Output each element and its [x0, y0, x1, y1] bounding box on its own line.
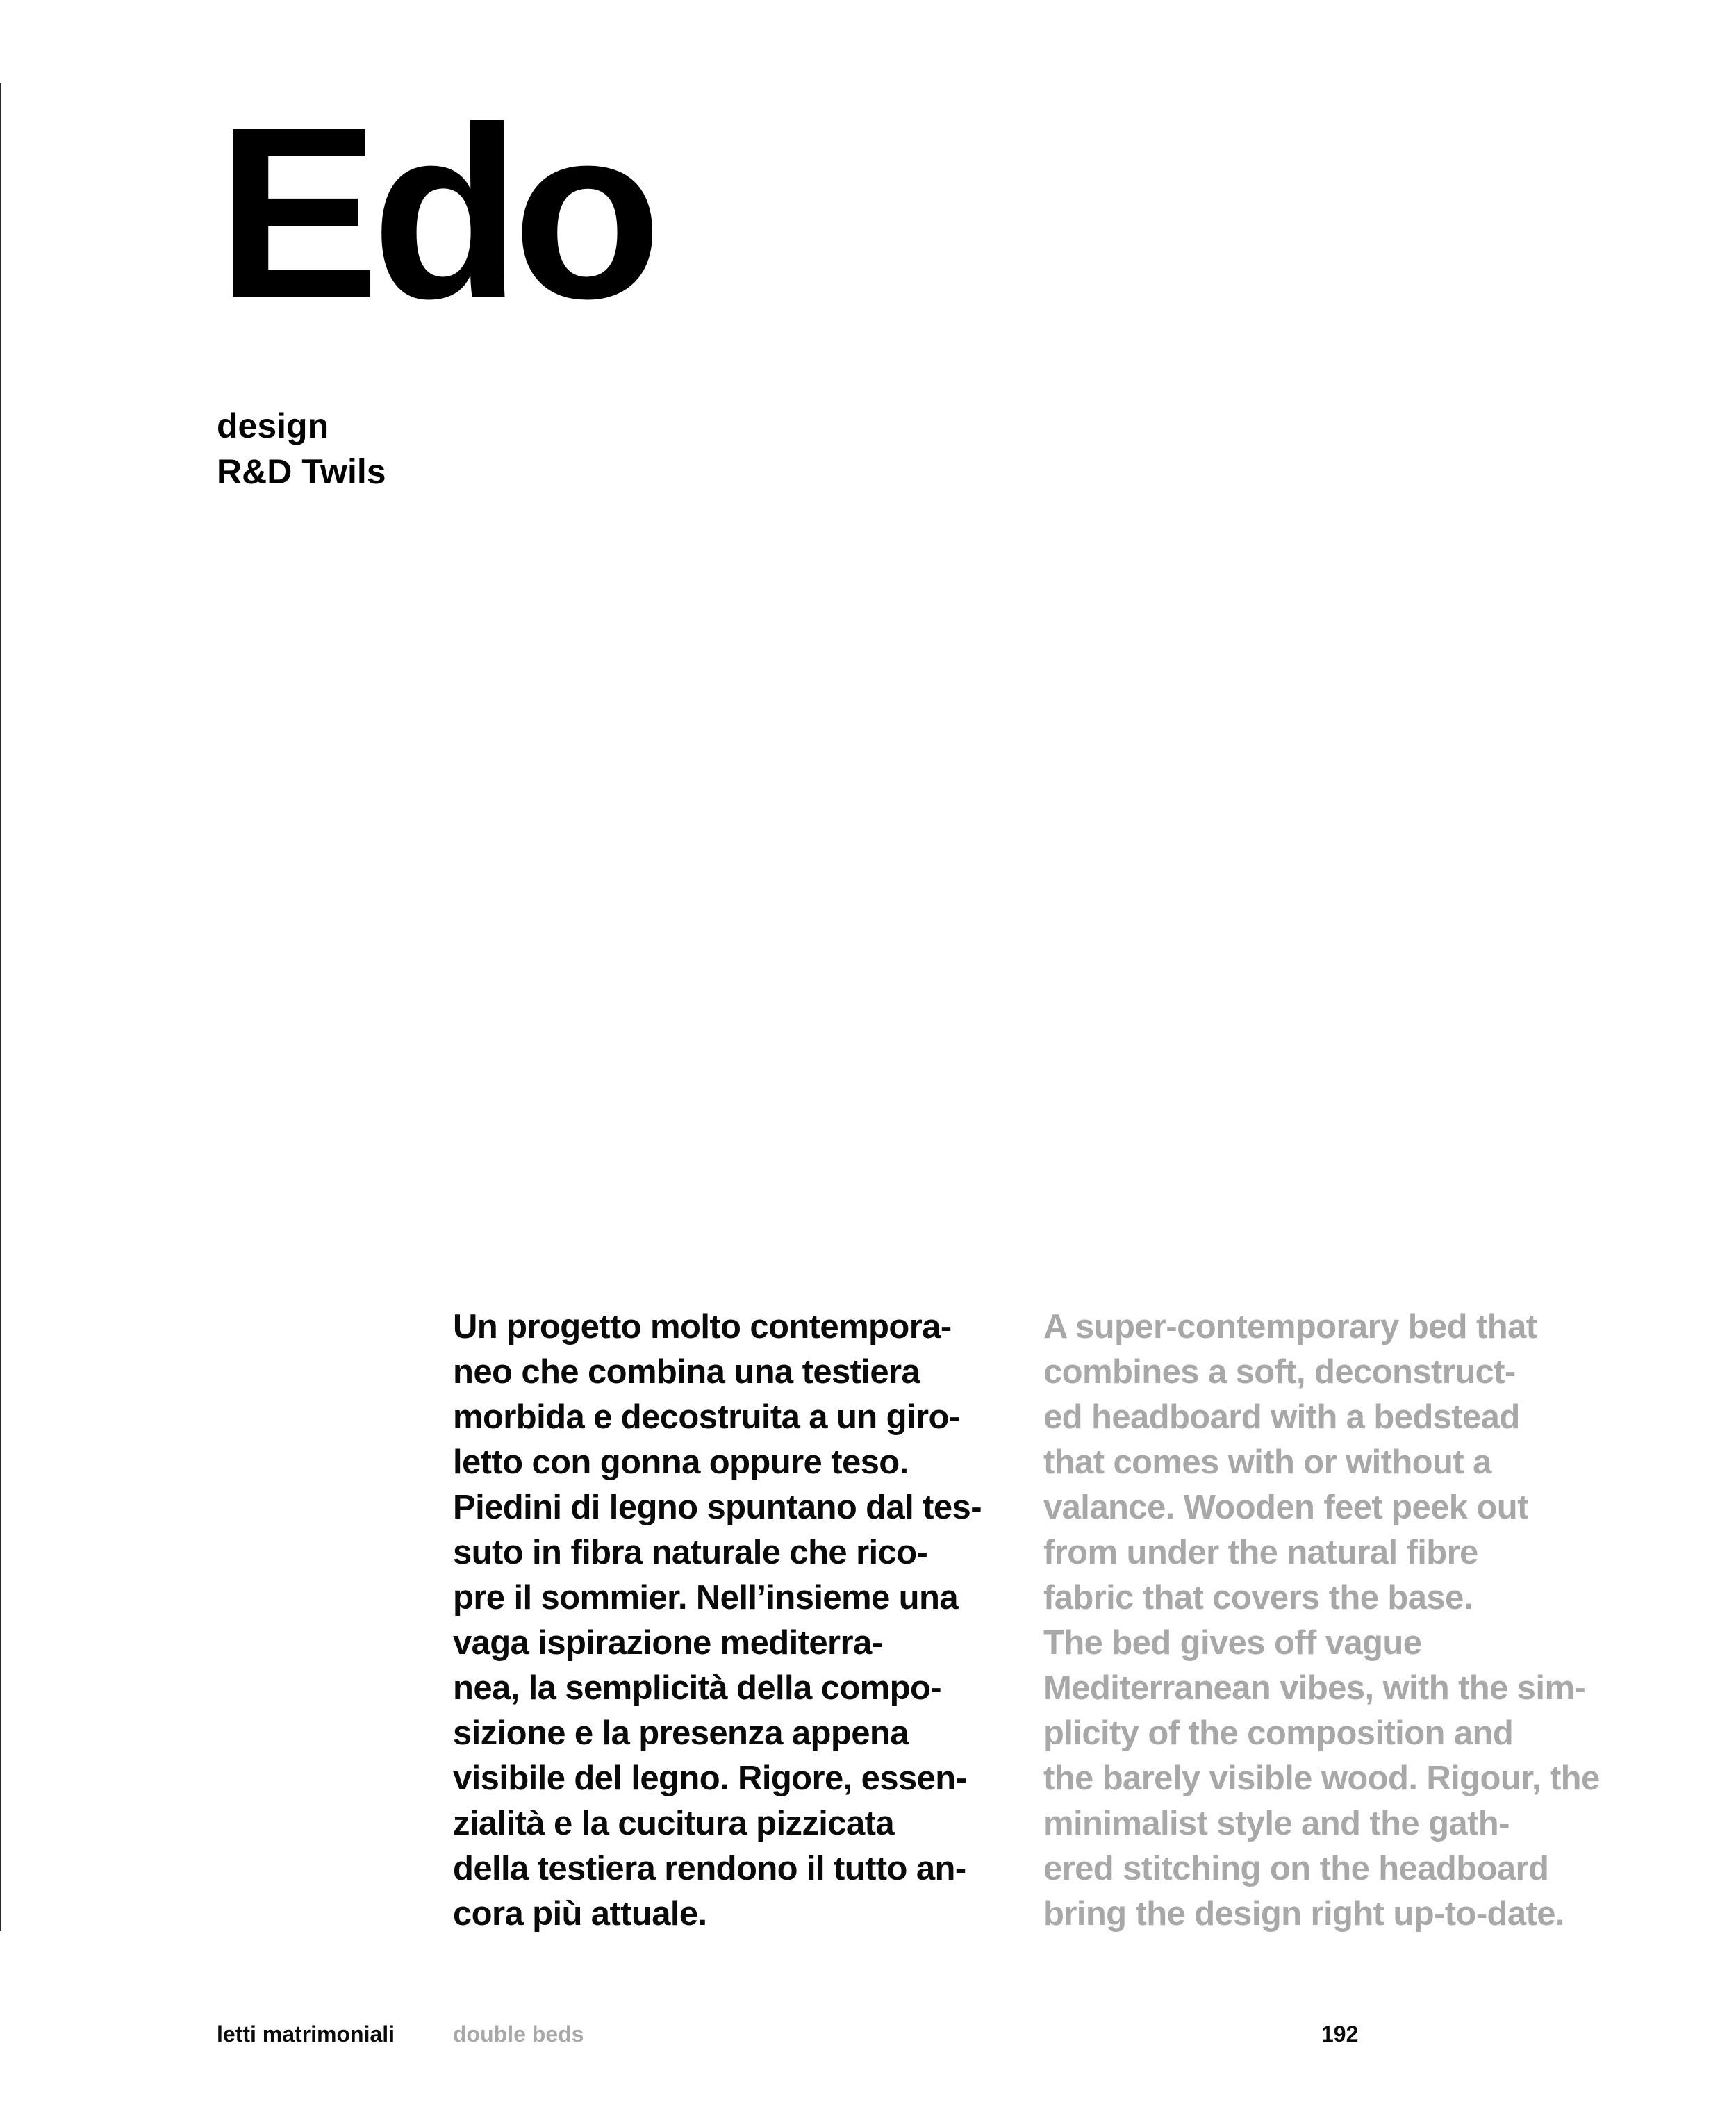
description-italian — [453, 1305, 1009, 1937]
description-line: bring the design right up-to-date. — [1043, 1895, 1564, 1933]
description-line: combines a soft, deconstruct- — [1043, 1353, 1516, 1391]
description-line: Mediterranean vibes, with the sim- — [1043, 1669, 1586, 1707]
description-line: vaga ispirazione mediterra- — [453, 1624, 883, 1662]
description-line: cora più attuale. — [453, 1895, 707, 1933]
description-line: Piedini di legno spuntano dal tes- — [453, 1489, 982, 1526]
page-number: 192 — [1321, 2021, 1359, 2047]
product-title: Edo — [217, 76, 654, 349]
description-line: from under the natural fibre — [1043, 1534, 1478, 1571]
description-line: ered stitching on the headboard — [1043, 1850, 1549, 1887]
description-line: Un progetto molto contempora- — [453, 1308, 952, 1346]
description-line: the barely visible wood. Rigour, the — [1043, 1760, 1600, 1797]
footer-section-italian: letti matrimoniali — [217, 2021, 395, 2047]
description-line: fabric that covers the base. — [1043, 1579, 1473, 1617]
description-line: della testiera rendono il tutto an- — [453, 1850, 966, 1887]
description-line: letto con gonna oppure teso. — [453, 1444, 909, 1481]
description-line: minimalist style and the gath- — [1043, 1805, 1510, 1842]
designer-name: R&D Twils — [217, 452, 386, 491]
description-line: plicity of the composition and — [1043, 1714, 1514, 1752]
page-edge-rule — [0, 83, 1, 1931]
design-credit — [217, 403, 386, 495]
description-line: neo che combina una testiera — [453, 1353, 920, 1391]
description-line: nea, la semplicità della compo- — [453, 1669, 942, 1707]
description-line: The bed gives off vague — [1043, 1624, 1422, 1662]
description-line: visibile del legno. Rigore, essen- — [453, 1760, 967, 1797]
description-line: sizione e la presenza appena — [453, 1714, 909, 1752]
description-line: zialità e la cucitura pizzicata — [453, 1805, 894, 1842]
description-line: morbida e decostruita a un giro- — [453, 1398, 960, 1436]
description-line: ed headboard with a bedstead — [1043, 1398, 1520, 1436]
description-line: that comes with or without a — [1043, 1444, 1491, 1481]
description-line: valance. Wooden feet peek out — [1043, 1489, 1528, 1526]
footer-section-english: double beds — [453, 2021, 584, 2047]
design-label: design — [217, 406, 329, 445]
description-line: suto in fibra naturale che rico- — [453, 1534, 928, 1571]
description-line: pre il sommier. Nell’insieme una — [453, 1579, 958, 1617]
description-line: A super-contemporary bed that — [1043, 1308, 1537, 1346]
description-english — [1043, 1305, 1599, 1937]
